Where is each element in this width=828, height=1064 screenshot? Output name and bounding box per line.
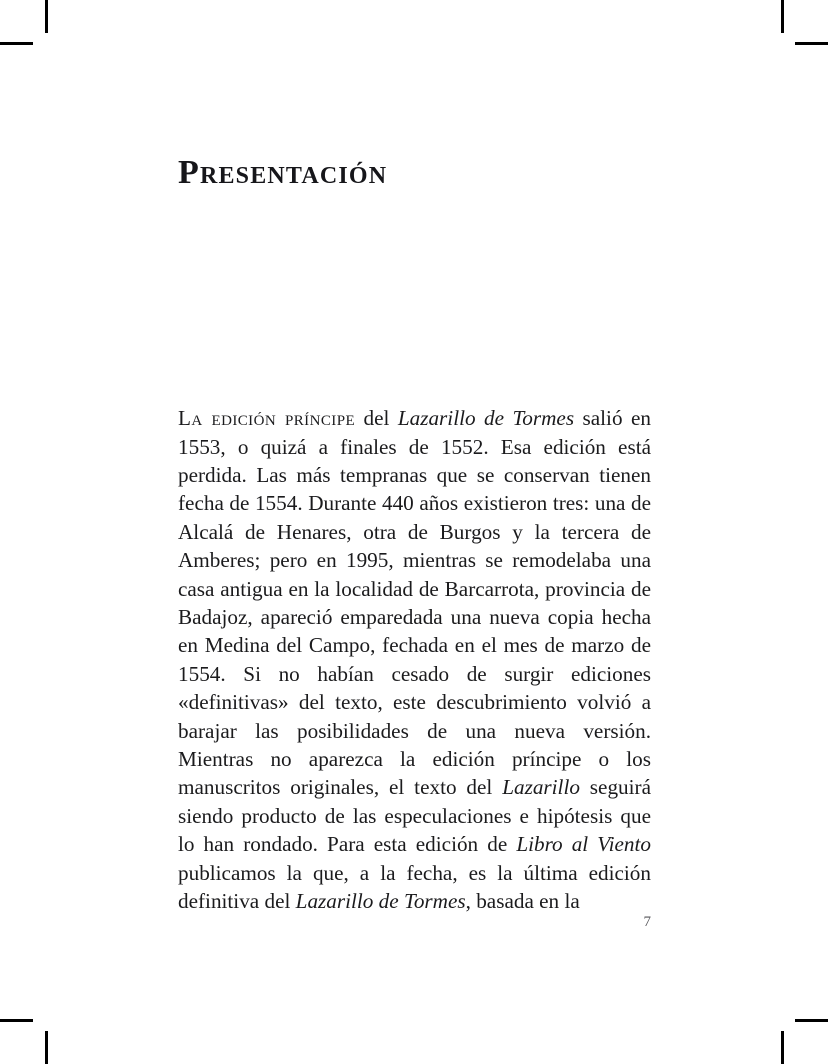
body-paragraph [178,404,651,915]
crop-mark-top-left-vertical [45,0,48,33]
opening-smallcaps: La edición príncipe [178,406,356,431]
crop-mark-top-left-horizontal [0,42,33,45]
page-title: Presentación [178,153,388,191]
crop-mark-bottom-left-vertical [45,1031,48,1064]
body-text-run: seguirá siendo producto de las especulaciones e hipótesis que lo han rondado. Para esta edición de [178,775,651,857]
page-number: 7 [643,914,651,930]
crop-mark-top-right-vertical [781,0,784,33]
work-title-lazarillo-de-tormes-1: Lazarillo de Tormes [397,406,575,431]
body-text-run: , basada en la [465,889,580,914]
work-title-libro-al-viento: Libro al Viento [516,832,652,857]
body-text-run: del [355,406,398,431]
body-text-run: salió en 1553, o quizá a finales de 1552. Esa edición está perdida. Las más tempranas que se conservan tienen fecha de 1554. Durante 440 años existieron tres: una de Alcalá de Henares, otra de Burgos y la tercera de Amberes; pero en 1995, mientras se remodelaba una casa antigua en la localidad de Barcarrota, provincia de Badajoz, apareció emparedada una nueva copia hecha en Medina del Campo, fechada en el mes de marzo de 1554. Si no habían cesado de surgir ediciones «definitivas» del texto, este descubrimiento volvió a barajar las posibilidades de una nueva versión. Mientras no aparezca la edición príncipe o los manuscritos originales, el texto del [178,406,651,800]
crop-mark-top-right-horizontal [795,42,828,45]
crop-mark-bottom-right-horizontal [795,1019,828,1022]
body-text-run: publicamos la que, a la fecha, es la última edición definitiva del [178,860,651,914]
text-block [178,0,651,1064]
crop-mark-bottom-left-horizontal [0,1019,33,1022]
work-title-lazarillo-de-tormes-2: Lazarillo de Tormes [295,889,466,914]
crop-mark-bottom-right-vertical [781,1031,784,1064]
work-title-lazarillo: Lazarillo [502,775,580,800]
